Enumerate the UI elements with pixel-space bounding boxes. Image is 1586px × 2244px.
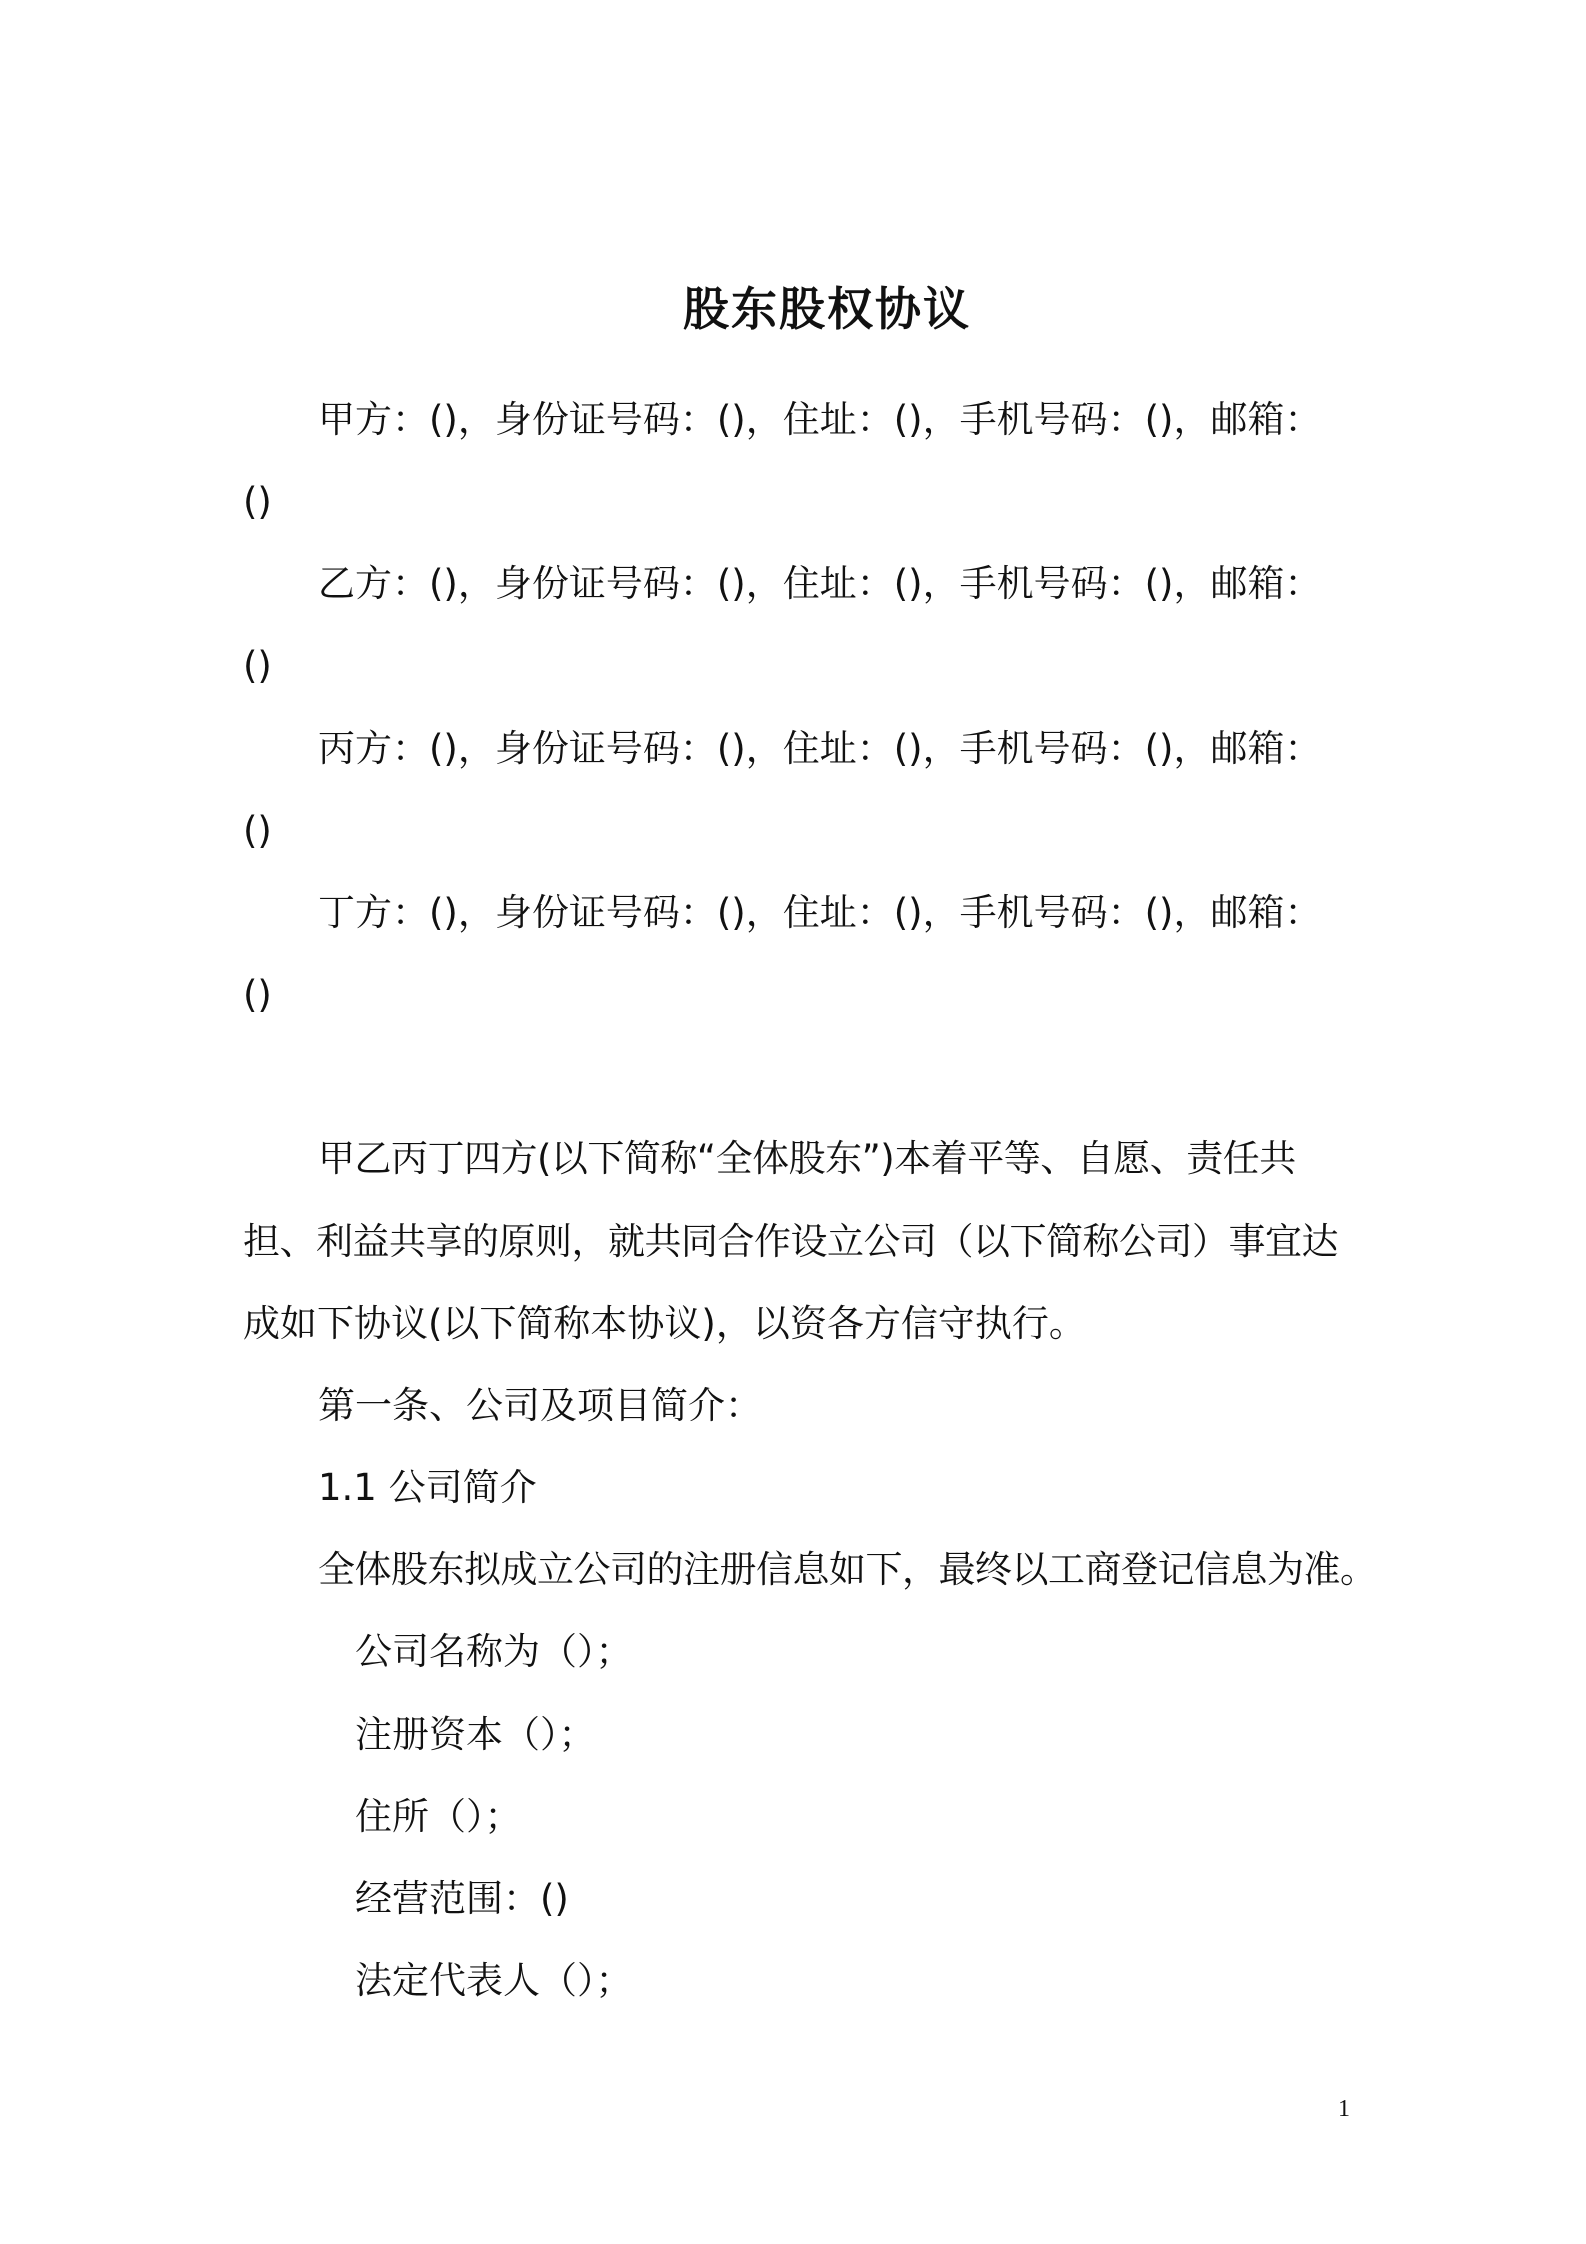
intro-paragraph-line-1: 甲乙丙丁四方(以下简称“全体股东”)本着平等、自愿、责任共 — [318, 1137, 1296, 1180]
company-name-field: 公司名称为（）； — [355, 1630, 633, 1673]
legal-representative-field: 法定代表人（）； — [355, 1959, 633, 2002]
intro-paragraph-line-2: 担、利益共享的原则，就共同合作设立公司（以下简称公司）事宜达 — [243, 1220, 1338, 1263]
party-c-email-value: () — [243, 809, 272, 852]
party-b-email-value: () — [243, 644, 272, 687]
registered-capital-field: 注册资本（）； — [355, 1713, 596, 1756]
article-1-heading: 第一条、公司及项目简介： — [318, 1384, 762, 1427]
business-scope-field: 经营范围：() — [355, 1877, 569, 1920]
section-1-1-text: 全体股东拟成立公司的注册信息如下，最终以工商登记信息为准。 — [318, 1548, 1377, 1591]
party-d-line: 丁方：()，身份证号码：()，住址：()，手机号码：()，邮箱： — [318, 891, 1322, 934]
section-1-1-heading: 1.1 公司简介 — [318, 1466, 537, 1509]
party-d-email-value: () — [243, 973, 272, 1016]
party-b-line: 乙方：()，身份证号码：()，住址：()，手机号码：()，邮箱： — [318, 562, 1322, 605]
intro-paragraph-line-3: 成如下协议(以下简称本协议)，以资各方信守执行。 — [243, 1302, 1086, 1345]
party-c-line: 丙方：()，身份证号码：()，住址：()，手机号码：()，邮箱： — [318, 727, 1322, 770]
domicile-field: 住所（）； — [355, 1795, 522, 1838]
party-a-email-value: () — [243, 480, 272, 523]
page-number: 1 — [1338, 2096, 1350, 2122]
document-title: 股东股权协议 — [683, 282, 971, 336]
party-a-line: 甲方：()，身份证号码：()，住址：()，手机号码：()，邮箱： — [318, 398, 1322, 441]
